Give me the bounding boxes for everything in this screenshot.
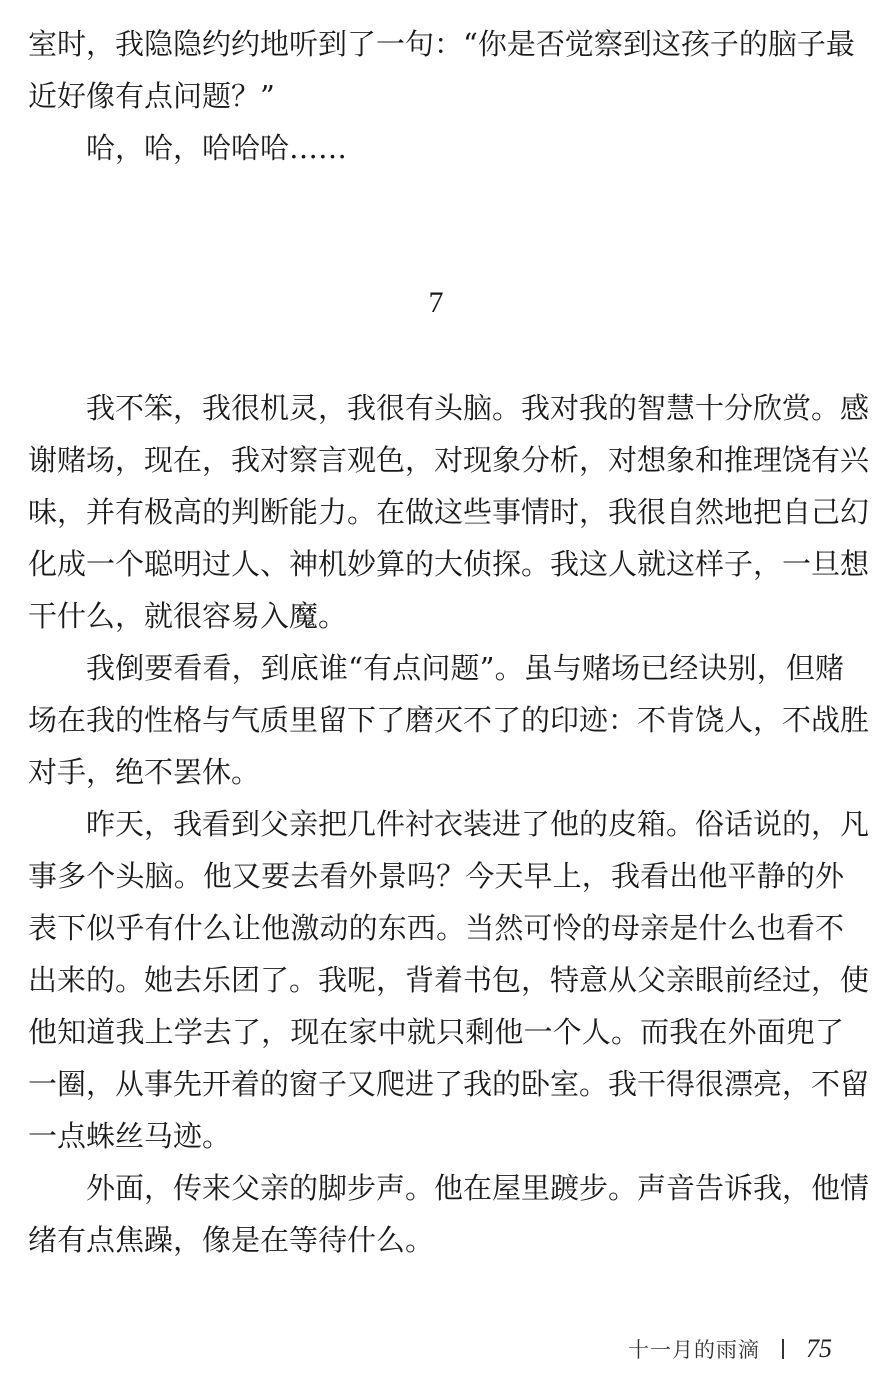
text-line: 场在我的性格与气质里留下了磨灭不了的印迹：不肯饶人，不战胜: [28, 703, 870, 737]
book-title: 十一月的雨滴: [628, 1338, 760, 1362]
text-line: 绪有点焦躁，像是在等待什么。: [28, 1223, 435, 1257]
text-line: 干什么，就很容易入魔。: [28, 599, 348, 633]
text-line: 我倒要看看，到底谁“有点问题”。虽与赌场已经诀别，但赌: [86, 651, 844, 685]
text-line: 谢赌场，现在，我对察言观色，对现象分析，对想象和推理饶有兴: [28, 443, 870, 477]
chapter-number: 7: [428, 286, 444, 319]
text-line: 他知道我上学去了，现在家中就只剩他一个人。而我在外面兜了: [28, 1015, 844, 1049]
text-line: 表下似乎有什么让他激动的东西。当然可怜的母亲是什么也看不: [28, 911, 844, 945]
text-line: 昨天，我看到父亲把几件衬衣装进了他的皮箱。俗话说的，凡: [86, 807, 870, 841]
text-line: 外面，传来父亲的脚步声。他在屋里踱步。声音告诉我，他情: [86, 1171, 870, 1205]
text-line: 出来的。她去乐团了。我呢，背着书包，特意从父亲眼前经过，使: [28, 963, 870, 997]
text-line: 对手，绝不罢休。: [28, 755, 261, 789]
page-number: 75: [806, 1334, 832, 1363]
text-line: 一点蛛丝马迹。: [28, 1119, 232, 1153]
text-line: 室时，我隐隐约约地听到了一句：“你是否觉察到这孩子的脑子最: [28, 27, 855, 61]
text-line: 事多个头脑。他又要去看外景吗？今天早上，我看出他平静的外: [28, 859, 844, 893]
text-line: 化成一个聪明过人、神机妙算的大侦探。我这人就这样子，一旦想: [28, 547, 870, 581]
page-footer: [628, 1334, 832, 1364]
text-line: 味，并有极高的判断能力。在做这些事情时，我很自然地把自己幻: [28, 495, 870, 529]
text-line: 近好像有点问题？”: [28, 79, 275, 113]
text-line: 哈，哈，哈哈哈……: [86, 131, 348, 165]
footer-divider: [782, 1339, 784, 1359]
text-line: 我不笨，我很机灵，我很有头脑。我对我的智慧十分欣赏。感: [86, 391, 870, 425]
text-line: 一圈，从事先开着的窗子又爬进了我的卧室。我干得很漂亮，不留: [28, 1067, 870, 1101]
